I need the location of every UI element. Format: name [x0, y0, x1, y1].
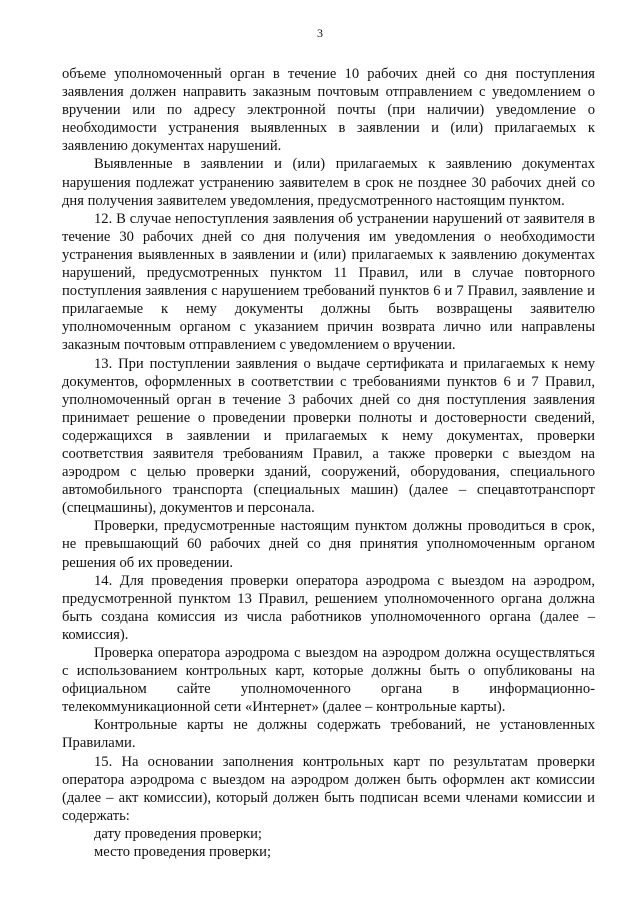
paragraph-continuation: объеме уполномоченный орган в течение 10 рабочих дней со дня поступления заявления должен направить заказным почтовым отправлением с уведомлением о вручении или по адресу электронной почты (при наличии) уведомление о необходимости устранения выявленных в заявлении и (или) прилагаемых к заявлению документах нарушений. — [62, 66, 595, 155]
paragraph-item-12: 12. В случае непоступления заявления об устранении нарушений от заявителя в течение 30 рабочих дней со дня получения им уведомления о необходимости устранения выявленных в заявлении и (или) прилагаемых к заявлению документах нарушений, предусмотренных пунктом 11 Правил, или в случае повторного поступления заявления с нарушением требований пунктов 6 и 7 Правил, заявление и прилагаемые к нему документы должны быть возвращены заявителю уполномоченным органом с указанием причин возврата лично или направлены заказным почтовым отправлением с уведомлением о вручении. — [62, 210, 595, 354]
paragraph-item-13: 13. При поступлении заявления о выдаче сертификата и прилагаемых к нему документов, оформленных в соответствии с требованиями пунктов 6 и 7 Правил, уполномоченный орган в течение 3 рабочих дней со дня поступления заявления принимает решение о проведении проверки полноты и достоверности сведений, содержащихся в заявлении и прилагаемых к нему документах, проверки соответствия заявителя требованиям Правил, а также проверки с выездом на аэродром с целью проверки зданий, сооружений, оборудования, специального автомобильного транспорта (специальных машин) (далее – спецавтотранспорт (спецмашины), документов и персонала. — [62, 355, 595, 517]
paragraph-item-14: 14. Для проведения проверки оператора аэродрома с выездом на аэродром, предусмотренной пунктом 13 Правил, решением уполномоченного органа должна быть создана комиссия из числа работников уполномоченного органа (далее – комиссия). — [62, 572, 595, 643]
page-number: 3 — [317, 26, 323, 40]
paragraph-violations-deadline: Выявленные в заявлении и (или) прилагаемых к заявлению документах нарушения подлежат устранению заявителем в срок не позднее 30 рабочих дней со дня получения заявителем уведомления, предусмотренного настоящим пунктом. — [62, 156, 595, 209]
list-item-inspection-date: дату проведения проверки; — [94, 825, 262, 842]
paragraph-checklists: Проверка оператора аэродрома с выездом на аэродром должна осуществляться с использованием контрольных карт, которые должны быть о опубликованы на официальном сайте уполномоченного органа в информационно-телекоммуникационной сети «Интернет» (далее – контрольные карты). — [62, 645, 595, 716]
list-item-inspection-place: место проведения проверки; — [94, 844, 271, 861]
paragraph-item-15: 15. На основании заполнения контрольных карт по результатам проверки оператора аэродрома с выездом на аэродром должен быть оформлен акт комиссии (далее – акт комиссии), который должен быть подписан всеми членами комиссии и содержать: — [62, 753, 595, 824]
paragraph-checklist-requirements: Контрольные карты не должны содержать требований, не установленных Правилами. — [62, 717, 595, 752]
document-body — [62, 65, 595, 861]
paragraph-inspection-period: Проверки, предусмотренные настоящим пунктом должны проводиться в срок, не превышающий 60 рабочих дней со дня принятия уполномоченным органом решения об их проведении. — [62, 518, 595, 571]
